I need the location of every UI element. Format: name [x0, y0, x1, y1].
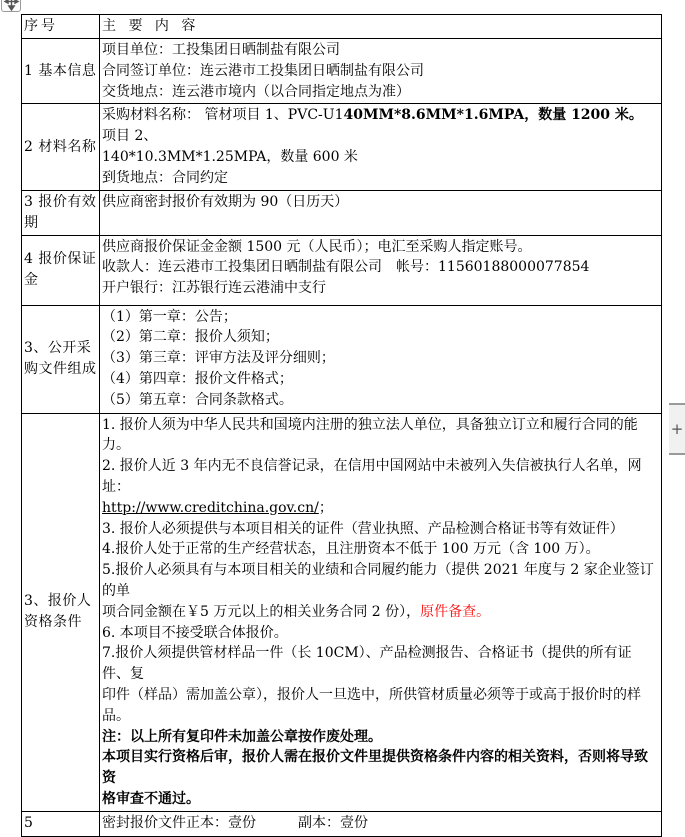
row-content [100, 39, 662, 104]
content-line [102, 560, 659, 602]
table-row-5 [22, 305, 662, 413]
content-line [102, 348, 659, 369]
text-run: 5.报价人必须具有与本项目相关的业绩和合同履约能力（提供 2021 年度与 2 家企业签订的单 [102, 562, 654, 599]
text-run: 4.报价人处于正常的生产经营状态，且注册资本不低于 100 万元（含 100 万）。 [102, 541, 600, 558]
content-line [102, 519, 659, 540]
content-line [102, 643, 659, 685]
row-label: 3、公开采购文件组成 [22, 305, 100, 413]
text-run: 到货地点：合同约定 [102, 169, 228, 186]
text-run: 40MM*8.6MM*1.6MPA，数量 1200 米。 [343, 107, 643, 124]
content-line [102, 498, 659, 519]
row-content [100, 811, 662, 836]
table-body [22, 39, 662, 837]
text-run: 1. 报价人须为中华人民共和国境内注册的独立法人单位，具备独立订立和履行合同的能力。 [102, 416, 638, 454]
text-run: 印件（样品）需加盖公章），报价人一旦选中，所供管材质量必须等于或高于报价时的样品。 [102, 686, 641, 724]
content-line [102, 415, 659, 457]
text-run: 2. 报价人近 3 年内无不良信誉记录，在信用中国网站中未被列入失信被执行人名单，网址： [102, 458, 642, 495]
text-run: 本项目实行资格后审，报价人需在报价文件里提供资格条件内容的相关资料，否则将导致资 [102, 749, 648, 787]
text-run: 3. 报价人必须提供与本项目相关的证件（营业执照、产品检测合格证书等有效证件） [102, 520, 624, 537]
row-content [100, 190, 662, 235]
content-line [102, 327, 659, 348]
content-line [102, 747, 659, 789]
content-line [102, 727, 659, 748]
text-run: 交货地点：连云港市境内（以合同指定地点为准） [102, 83, 410, 100]
row-label: 4 报价保证金 [22, 235, 100, 305]
content-line [102, 789, 659, 810]
text-run: ； [318, 499, 333, 516]
content-line [102, 623, 659, 644]
url-text[interactable]: http://www.creditchina.gov.cn/ [102, 499, 319, 516]
text-run: 供应商报价保证金金额 1500 元（人民币）；电汇至采购人指定账号。 [102, 238, 532, 255]
procurement-info-table [21, 14, 662, 837]
text-run: 供应商密封报价有效期为 90（日历天） [102, 193, 349, 210]
row-label: 3、报价人资格条件 [22, 413, 100, 811]
table-row-6 [22, 413, 662, 811]
table-move-handle-icon[interactable] [1, 0, 21, 12]
text-run: （1）第一章：公告； [102, 308, 237, 325]
content-line [102, 61, 659, 82]
row-content [100, 305, 662, 413]
plus-icon: + [670, 420, 684, 438]
column-header-seq: 序号 [22, 15, 100, 39]
content-line [102, 82, 659, 103]
table-row-4 [22, 235, 662, 305]
text-run: 7.报价人须提供管材样品一件（长 10CM）、产品检测报告、合格证书（提供的所有证件、复 [102, 645, 632, 683]
content-line [102, 685, 659, 727]
content-line [102, 390, 659, 411]
content-line [102, 278, 659, 299]
content-line [102, 257, 659, 278]
content-line [102, 168, 659, 189]
row-content [100, 413, 662, 811]
content-line [102, 813, 659, 834]
text-run: 140*10.3MM*1.25MPA，数量 600 米 [102, 148, 358, 165]
text-run: 收款人：连云港市工投集团日晒制盐有限公司 帐号：11560188000077854 [102, 259, 590, 276]
table-row-1 [22, 39, 662, 104]
content-line [102, 539, 659, 560]
content-line [102, 369, 659, 390]
content-line [102, 192, 659, 213]
text-run: 项目单位：工投集团日晒制盐有限公司 [102, 42, 340, 58]
text-run: 密封报价文件正本：壹份 副本：壹份 [102, 814, 368, 831]
text-run: 项目 2、 [102, 107, 648, 145]
text-run: 开户银行：江苏银行连云港浦中支行 [102, 280, 326, 297]
content-line [102, 237, 659, 258]
row-content [100, 104, 662, 190]
table-row-7 [22, 811, 662, 836]
table-row-2 [22, 104, 662, 190]
text-run: 原件备查。 [420, 603, 491, 620]
content-line [102, 105, 659, 147]
text-run: 6. 本项目不接受联合体报价。 [102, 624, 288, 641]
content-line [102, 40, 659, 61]
text-run: （3）第三章：评审方法及评分细则； [102, 350, 335, 367]
table-row-3 [22, 190, 662, 235]
row-label: 3 报价有效期 [22, 190, 100, 235]
text-run: 注：以上所有复印件未加盖公章按作废处理。 [102, 728, 382, 745]
table-header-row [22, 15, 662, 39]
text-run: （4）第四章：报价文件格式； [102, 370, 293, 387]
row-content [100, 235, 662, 305]
column-header-main-content: 主 要 内 容 [100, 15, 662, 39]
text-run: 合同签订单位：连云港市工投集团日晒制盐有限公司 [102, 62, 424, 79]
content-line [102, 602, 659, 623]
text-run: （5）第五章：合同条款格式。 [102, 391, 293, 408]
content-line [102, 456, 659, 498]
text-run: 格审查不通过。 [102, 790, 200, 807]
text-run: 采购材料名称： 管材项目 1、PVC-U1 [102, 107, 344, 124]
content-line [102, 147, 659, 168]
text-run: （2）第二章：报价人须知； [102, 329, 279, 346]
row-label: 1 基本信息 [22, 39, 100, 104]
row-label: 2 材料名称 [22, 104, 100, 190]
content-line [102, 307, 659, 328]
scrollbar-thumb[interactable] [669, 403, 685, 455]
row-label: 5 [22, 811, 100, 836]
text-run: 项合同金额在￥5 万元以上的相关业务合同 2 份）， [102, 603, 421, 620]
